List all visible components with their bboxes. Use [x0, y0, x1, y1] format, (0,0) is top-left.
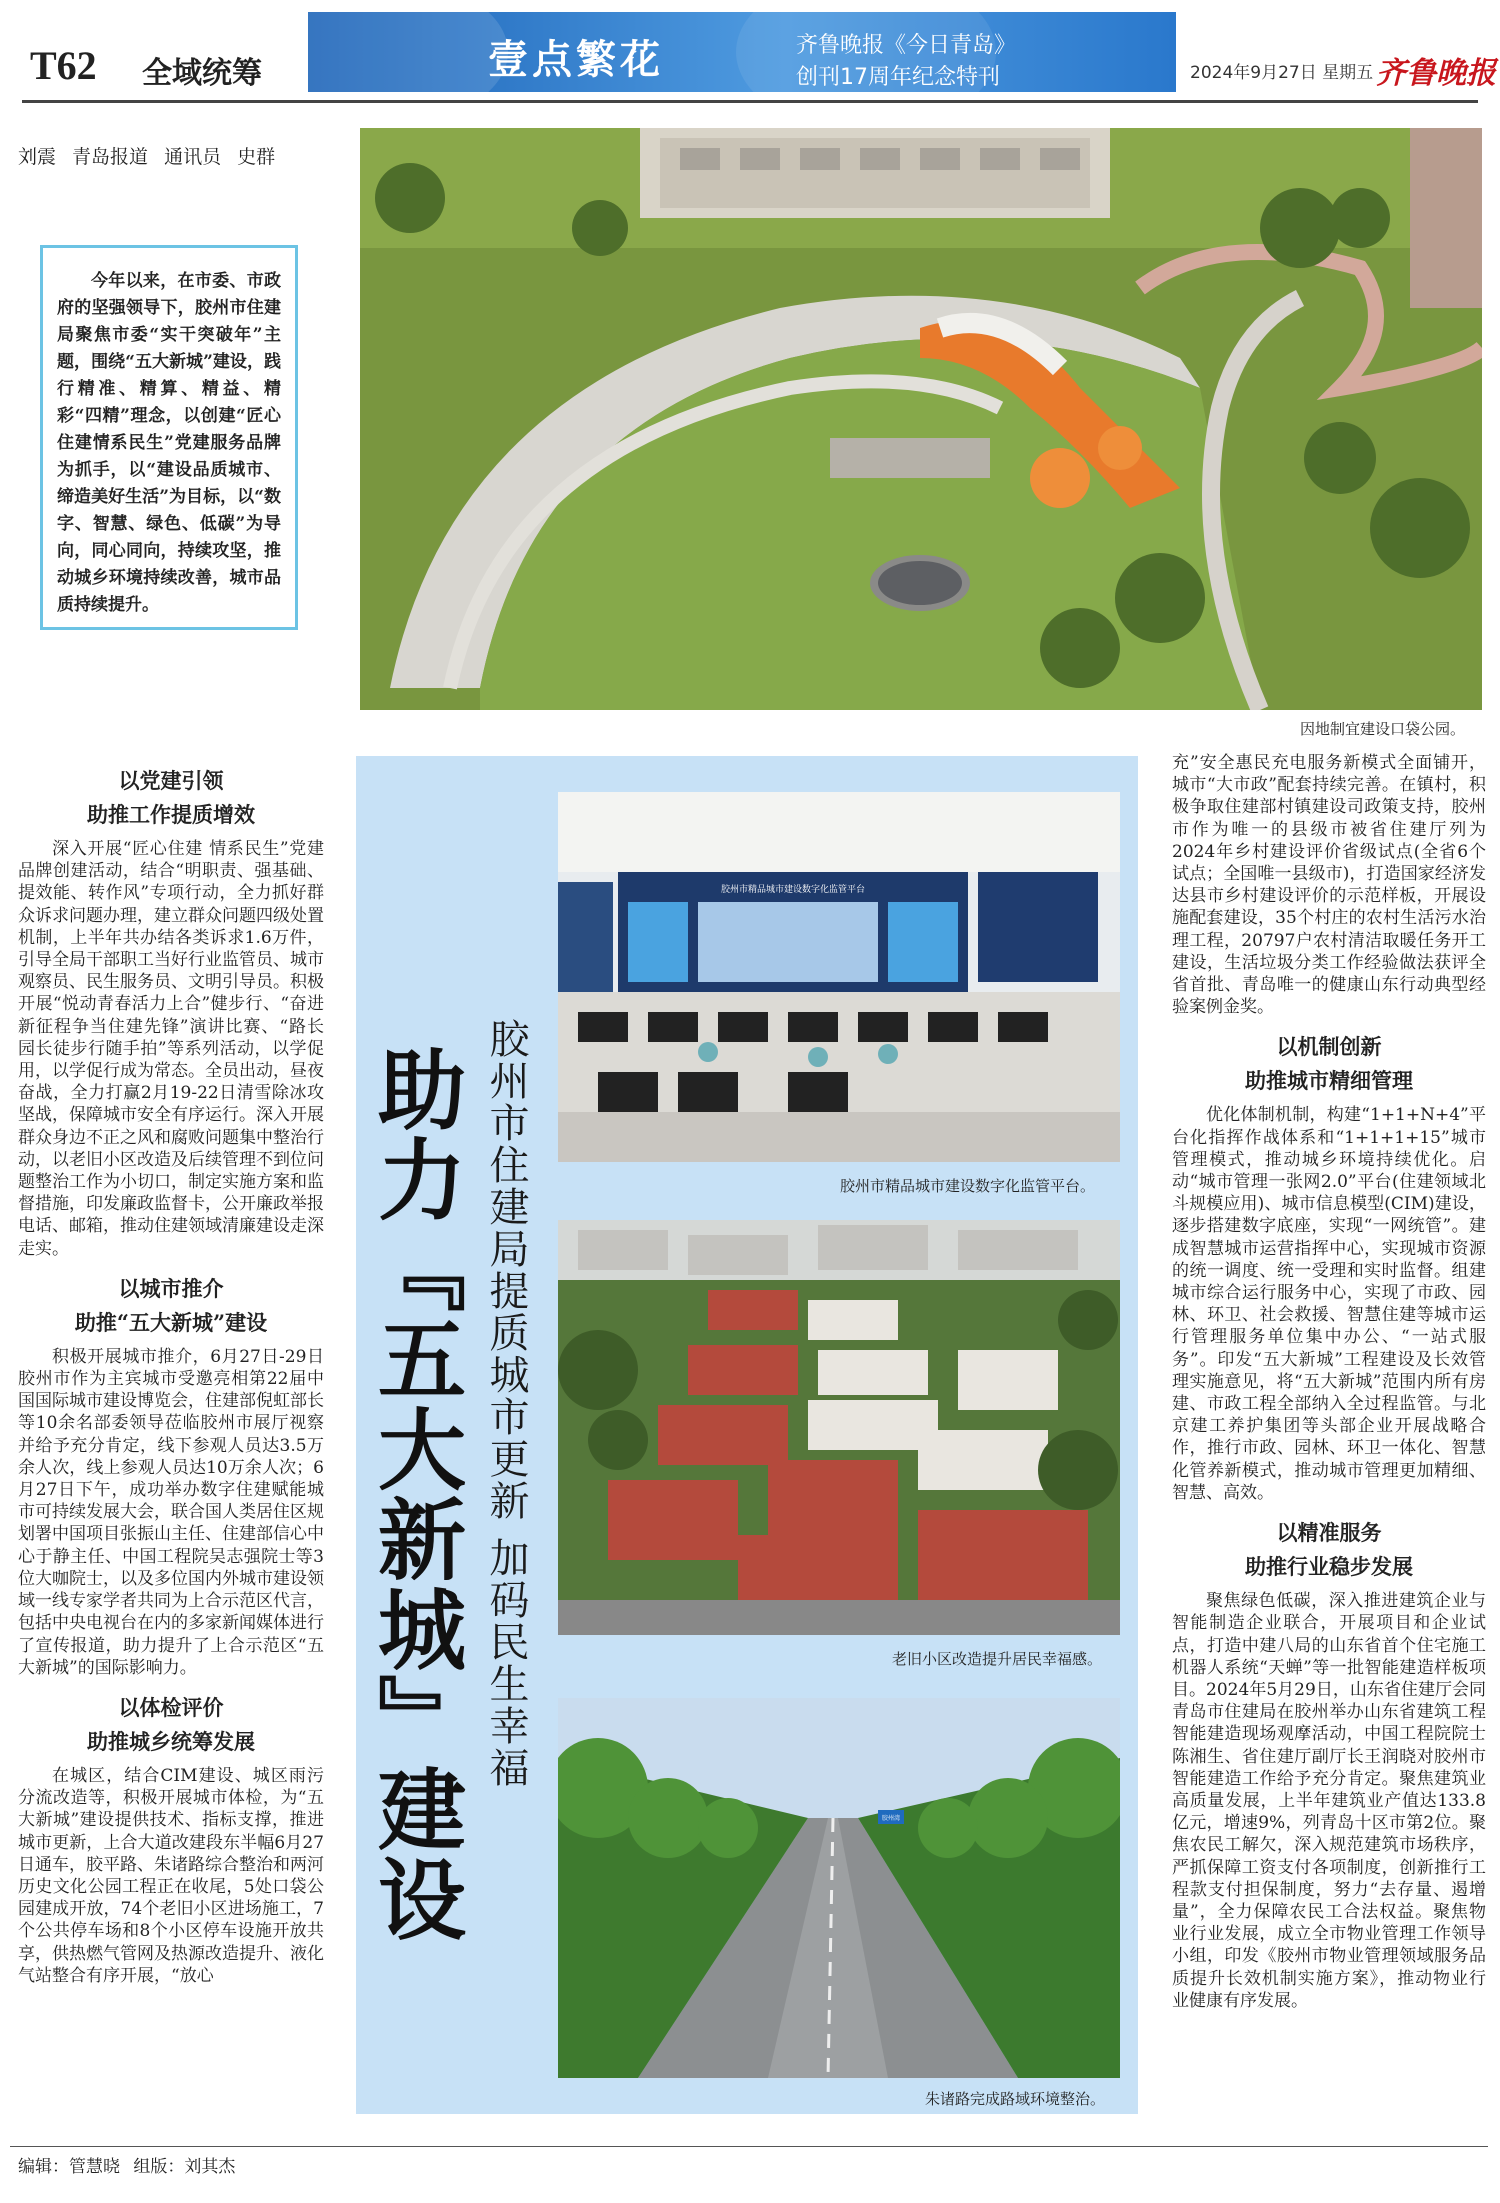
newspaper-logo: 齐鲁晚报 — [1376, 56, 1496, 91]
banner-line2: 创刊17周年纪念特刊 — [796, 65, 1000, 90]
control-center-photo — [558, 792, 1120, 1162]
road-photo — [558, 1698, 1120, 2078]
right-s2-heading1: 以精准服务 — [1276, 1520, 1382, 1546]
left-s1-paragraph: 深入开展“匠心住建 情系民生”党建品牌创建活动，结合“明职责、强基础、提效能、转作风”专项行动，全力抓好群众诉求问题办理，建立群众问题四级处置机制，上半年共办结各类诉求1.6万件，引导全局干部职工当好行业监管员、城市观察员、民生服务员、文明引导员。积极开展“悦动青春活力上合”健步行、“奋进新征程争当住建先锋”演讲比赛、“路长园长徒步行随手拍”等系列活动，以学促用，以学促行成为常态。全员出动，昼夜奋战，全力打赢2月19-22日清雪除冰攻坚战，保障城市安全有序运行。深入开展群众身边不正之风和腐败问题集中整治行动，以老旧小区改造及后续管理不到位问题整治工作为小切口，制定实施方案和监督措施，印发廉政监督卡，公开廉政举报电话、邮箱，推动住建领域清廉建设走深走实。 — [18, 839, 324, 1259]
community-caption: 老旧小区改造提升居民幸福感。 — [892, 1650, 1103, 1668]
right-text-column — [1172, 752, 1486, 2012]
screen-title: 胶州市精品城市建设数字化监管平台 — [720, 885, 866, 895]
left-s2-paragraph: 积极开展城市推介，6月27日-29日胶州市作为主宾城市受邀亮相第22届中国国际城市建设博览会，住建部倪虹部长等10余名部委领导莅临胶州市展厅视察并给予充分肯定，线下参观人员达3.5万余人次，线上参观人员达10万余人次；6月27日下午，成功举办数字住建赋能城市可持续发展大会，联合国人类居住区规划署中国项目张振山主任、住建部信心中心于静主任、中国工程院吴志强院士等3位大咖院士，以及多位国内外城市建设领域一线专家学者共同为上合示范区代言，包括中央电视台在内的多家新闻媒体进行了宣传报道，助力提升了上合示范区“五大新城”的国际影响力。 — [18, 1346, 324, 1678]
anniversary-banner — [308, 12, 1176, 92]
left-s2-heading1: 以城市推介 — [118, 1275, 224, 1301]
byline: 刘震 青岛报道 通讯员 史群 — [18, 146, 276, 168]
control-center-caption: 胶州市精品城市建设数字化监管平台。 — [840, 1177, 1096, 1195]
left-s3-heading2: 助推城乡统筹发展 — [87, 1728, 255, 1754]
right-s1-paragraph: 优化体制机制，构建“1+1+N+4”平台化指挥作战体系和“1+1+1+15”城市管理模式，推动城乡环境持续优化。启动“城市管理一张网2.0”平台(住建领域北斗规模应用)、城市信息模型(CIM)建设，逐步搭建数字底座，实现“一网统管”。建成智慧城市运营指挥中心，实现城市资源的统一调度、统一受理和实时监督。组建城市综合运行服务中心，实现了市政、园林、环卫、社会救援、智慧住建等城市运行管理服务单位集中办公、“一站式服务”。印发“五大新城”工程建设及长效管理实施意见，将“五大新城”范围内所有房建、市政工程全部纳入全过程监管。与北京建工养护集团等头部企业开展战略合作，推行市政、园林、环卫一体化、智慧化管养新模式，推动城市管理更加精细、智慧、高效。 — [1172, 1105, 1486, 1503]
editor-credit: 编辑：管慧晓 组版：刘其杰 — [18, 2157, 236, 2177]
left-s2-heading2: 助推“五大新城”建设 — [74, 1309, 268, 1335]
right-continued-paragraph: 充”安全惠民充电服务新模式全面铺开，城市“大市政”配套持续完善。在镇村，积极争取住建部村镇建设司政策支持，胶州市作为唯一的县级市被省住建厅列为2024年乡村建设评价省级试点(全省6个试点；全国唯一县级市)，打造国家经济发达县市乡村建设评价的示范样板，开展设施配套建设，35个村庄的农村生活污水治理工程，20797户农村清洁取暖任务开工建设，生活垃圾分类工作经验做法获评全省首批、青岛唯一的健康山东行动典型经验案例金奖。 — [1172, 753, 1486, 1018]
park-photo — [360, 128, 1482, 710]
right-s1-heading1: 以机制创新 — [1276, 1034, 1382, 1060]
left-s1-heading2: 助推工作提质增效 — [87, 802, 255, 827]
headline: 助力『五大新城』建设 — [364, 1044, 468, 1944]
road-sign-text: 胶州湾 — [881, 1815, 901, 1822]
right-s2-heading2: 助推行业稳步发展 — [1245, 1554, 1413, 1580]
park-photo-caption: 因地制宜建设口袋公园。 — [1300, 720, 1466, 738]
page-number: T62 — [30, 43, 97, 88]
subheadline: 胶州市住建局提质城市更新 加码民生幸福 — [483, 1018, 529, 1789]
banner-title: 壹点繁花 — [488, 37, 664, 83]
header-rule — [22, 100, 1478, 103]
section-title: 全域统筹 — [142, 56, 262, 91]
footer-rule — [10, 2146, 1488, 2147]
road-caption: 朱诸路完成路域环境整治。 — [925, 2090, 1106, 2108]
community-photo — [558, 1220, 1120, 1635]
left-text-column — [18, 760, 324, 1987]
right-s1-heading2: 助推城市精细管理 — [1245, 1068, 1413, 1094]
left-s3-heading1: 以体检评价 — [118, 1694, 224, 1720]
right-s2-paragraph: 聚焦绿色低碳，深入推进建筑企业与智能制造企业联合，开展项目和企业试点，打造中建八局的山东省首个住宅施工机器人系统“天蝉”等一批智能建造样板项目。2024年5月29日，山东省住建厅会同青岛市住建局在胶州举办山东省建筑工程智能建造现场观摩活动，中国工程院院士陈湘生、省住建厅副厅长王润晓对胶州市智能建造工作给予充分肯定。聚焦建筑业高质量发展，上半年建筑业产值达133.8亿元，增速9%，列青岛十区市第2位。聚焦农民工解欠，深入规范建筑市场秩序，严抓保障工资支付各项制度，创新推行工程款支付担保制度，努力“去存量、遏增量”，全力保障农民工合法权益。聚焦物业行业发展，成立全市物业管理工作领导小组，印发《胶州市物业管理领域服务品质提升长效机制实施方案》，推动物业行业健康有序发展。 — [1172, 1591, 1486, 2011]
banner-line1: 齐鲁晚报《今日青岛》 — [796, 33, 1017, 58]
intro-box: 今年以来，在市委、市政府的坚强领导下，胶州市住建局聚焦市委“实干突破年”主题，围绕“五大新城”建设，践行精准、精算、精益、精彩“四精”理念，以创建“匠心住建情系民生”党建服务品牌为抓手，以“建设品质城市、缔造美好生活”为目标，以“数字、智慧、绿色、低碳”为导向，同心同向，持续攻坚，推动城乡环境持续改善，城市品质持续提升。 — [40, 245, 298, 630]
left-s3-paragraph: 在城区，结合CIM建设、城区雨污分流改造等，积极开展城市体检，为“五大新城”建设提供技术、指标支撑，推进城市更新，上合大道改建段东半幅6月27日通车，胶平路、朱诸路综合整治和两河历史文化公园工程正在收尾，5处口袋公园建成开放，74个老旧小区进场施工，7个公共停车场和8个小区停车设施开放共享，供热燃气管网及热源改造提升、液化气站整合有序开展，“放心 — [18, 1765, 324, 1986]
issue-date: 2024年9月27日 星期五 — [1190, 63, 1374, 83]
left-s1-heading1: 以党建引领 — [118, 768, 224, 793]
